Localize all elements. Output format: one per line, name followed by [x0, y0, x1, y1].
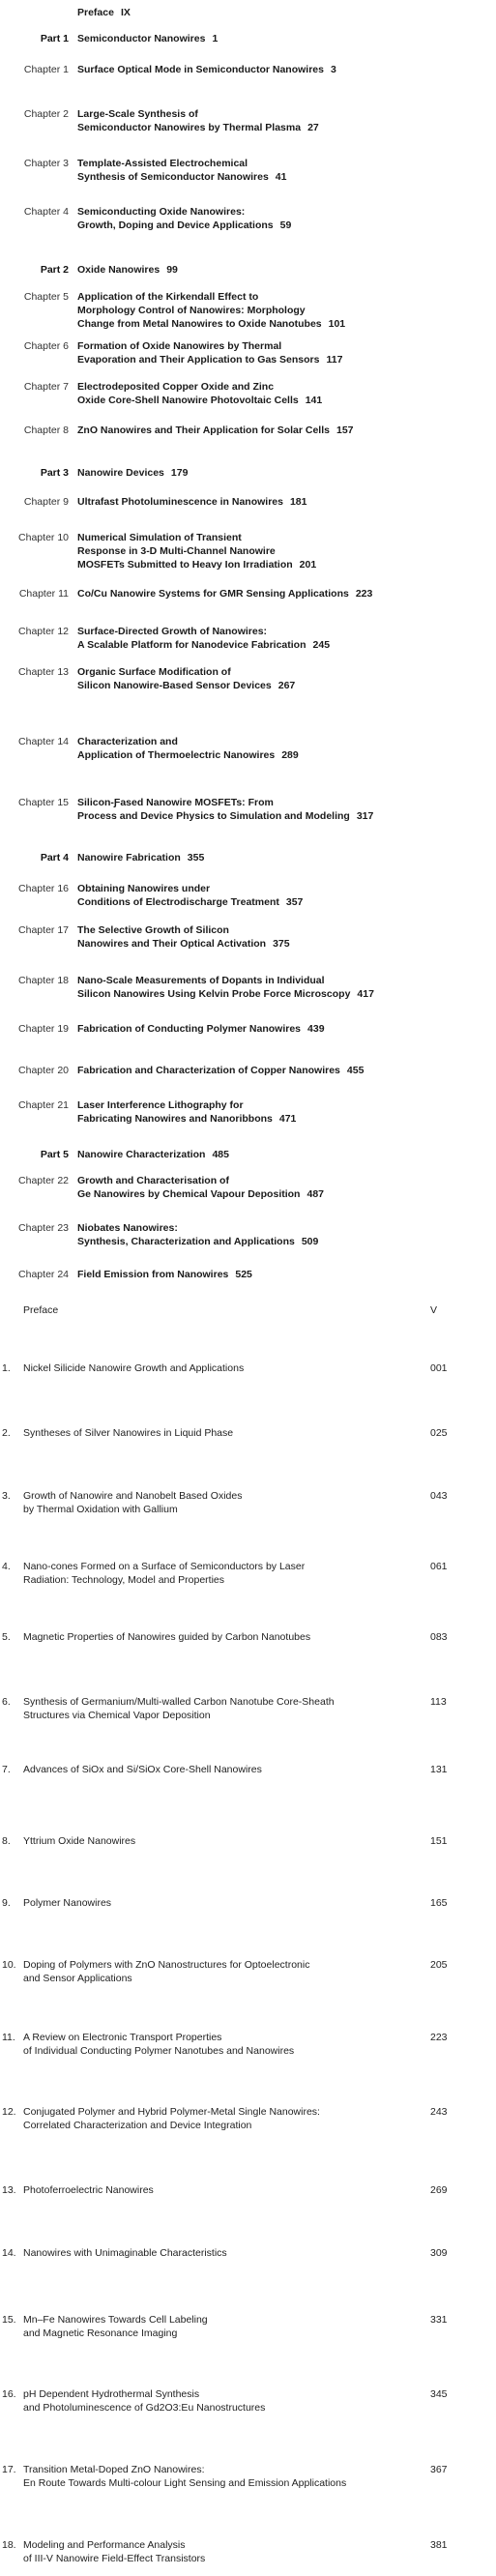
entry-page-number: 223: [430, 2032, 448, 2043]
entry-page-number: 455: [346, 1065, 365, 1076]
entry-title: Semiconductor Nanowires: [77, 33, 206, 44]
entry-title: Template-Assisted Electrochemical Synthesis of Semiconductor Nanowires: [77, 158, 269, 183]
entry-title: Obtaining Nanowires under Conditions of Electrodischarge Treatment: [77, 883, 279, 908]
chapter-label: Chapter 10: [18, 532, 69, 543]
entry-title: Nano-cones Formed on a Surface of Semiconductors by Laser Radiation: Technology, Model and Properties: [23, 1561, 306, 1586]
entry-title: Transition Metal-Doped ZnO Nanowires: En Route Towards Multi-colour Light Sensing and Emission Applications: [23, 2464, 347, 2489]
entry-page-number: 355: [187, 852, 205, 864]
entry-title: Fabrication of Conducting Polymer Nanowires: [77, 1023, 302, 1035]
entry-title: Niobates Nanowires: Synthesis, Characterization and Applications: [77, 1222, 295, 1247]
chapter-label: Chapter 8: [23, 424, 69, 436]
chapter-label: Chapter 13: [18, 666, 69, 678]
entry-title-block: [77, 380, 493, 407]
chapter-label: Chapter 4: [23, 206, 69, 218]
entry-title: Large-Scale Synthesis of Semiconductor Nanowires by Thermal Plasma: [77, 108, 302, 133]
entry-title-block: [77, 1174, 493, 1201]
part-label: Part 1: [40, 33, 69, 44]
entry-title-block: [77, 205, 493, 232]
chapter-number: 6.: [2, 1696, 11, 1708]
entry-title: Numerical Simulation of Transient Response in 3-D Multi-Channel Nanowire MOSFETs Submitted to Heavy Ion Irradiation: [77, 532, 293, 571]
entry-page-number: 381: [430, 2539, 448, 2551]
entry-title: Oxide Nanowires: [77, 264, 160, 276]
entry-title-block: [77, 974, 493, 1001]
entry-title-block: [77, 625, 493, 652]
entry-title: Growth and Characterisation of Ge Nanowires by Chemical Vapour Deposition: [77, 1175, 301, 1200]
entry-title: Conjugated Polymer and Hybrid Polymer-Metal Single Nanowires: Correlated Characterization and Device Integration: [23, 2106, 320, 2131]
entry-title: pH Dependent Hydrothermal Synthesis and Photoluminescence of Gd2O3:Eu Nanostructures: [23, 2388, 266, 2414]
entry-page-number: 205: [430, 1959, 448, 1971]
entry-title: Formation of Oxide Nanowires by Thermal Evaporation and Their Application to Gas Sensors: [77, 340, 320, 366]
chapter-label: Chapter 7: [23, 381, 69, 393]
chapter-number: 11.: [2, 2032, 15, 2043]
entry-page-number: 439: [307, 1023, 325, 1035]
entry-title-block: [77, 1098, 493, 1126]
toc-book-2: [0, 1301, 496, 2576]
entry-title: Yttrium Oxide Nanowires: [23, 1835, 136, 1847]
entry-page-number: 309: [430, 2247, 448, 2259]
entry-title-block: [77, 1268, 493, 1281]
entry-title: Nanowires with Unimaginable Characteristics: [23, 2247, 227, 2259]
entry-title: A Review on Electronic Transport Properties of Individual Conducting Polymer Nanotubes and Nanowires: [23, 2032, 295, 2057]
entry-title: Nickel Silicide Nanowire Growth and Applications: [23, 1362, 245, 1374]
entry-page-number: 375: [273, 938, 290, 950]
part-label: Part 2: [40, 264, 69, 276]
chapter-label: Chapter 19: [18, 1023, 69, 1035]
entry-page-number: 025: [430, 1427, 448, 1439]
chapter-number: 2.: [2, 1427, 11, 1439]
entry-title: Nano-Scale Measurements of Dopants in Individual Silicon Nanowires Using Kelvin Probe Force Microscopy: [77, 975, 351, 1000]
entry-title: Nanowire Fabrication: [77, 852, 181, 864]
entry-title: Co/Cu Nanowire Systems for GMR Sensing Applications: [77, 588, 349, 600]
entry-page-number: 083: [430, 1631, 448, 1643]
entry-title-block: [77, 32, 493, 45]
toc1-preface-label: Preface: [77, 7, 114, 18]
entry-title-block: [77, 339, 493, 366]
entry-page-number: 41: [275, 171, 287, 183]
entry-title: Surface-Directed Growth of Nanowires: A Scalable Platform for Nanodevice Fabrication: [77, 626, 306, 651]
entry-title: Fabrication and Characterization of Copper Nanowires: [77, 1065, 340, 1076]
entry-page-number: 3: [330, 64, 336, 75]
chapter-label: Chapter 5: [23, 291, 69, 303]
entry-title-block: [77, 63, 493, 76]
chapter-label: Chapter 3: [23, 158, 69, 169]
entry-page-number: 487: [306, 1188, 325, 1200]
chapter-number: 3.: [2, 1490, 11, 1502]
entry-title-block: [77, 1064, 493, 1077]
entry-title: Semiconducting Oxide Nanowires: Growth, Doping and Device Applications: [77, 206, 274, 231]
entry-page-number: 331: [430, 2314, 448, 2326]
entry-page-number: 59: [279, 220, 292, 231]
entry-title: Organic Surface Modification of Silicon Nanowire-Based Sensor Devices: [77, 666, 272, 691]
chapter-number: 12.: [2, 2106, 16, 2118]
entry-page-number: 367: [430, 2464, 448, 2475]
toc2-preface-page: V: [430, 1304, 438, 1316]
chapter-number: 1.: [2, 1362, 11, 1374]
entry-page-number: 223: [355, 588, 373, 600]
entry-title-block: [77, 290, 493, 331]
entry-title: Doping of Polymers with ZnO Nanostructures for Optoelectronic and Sensor Applications: [23, 1959, 310, 1984]
entry-page-number: 113: [430, 1696, 447, 1708]
chapter-label: Chapter 15: [18, 797, 69, 808]
entry-title: Characterization and Application of Thermoelectric Nanowires: [77, 736, 276, 761]
entry-title-block: [77, 587, 493, 600]
entry-page-number: 357: [285, 896, 304, 908]
entry-page-number: 117: [326, 354, 343, 366]
entry-title-block: [77, 157, 493, 184]
entry-page-number: 131: [430, 1764, 448, 1775]
entry-page-number: 001: [430, 1362, 448, 1374]
entry-page-number: 151: [430, 1835, 448, 1847]
chapter-label: Chapter 22: [18, 1175, 69, 1186]
entry-title-block: [77, 882, 493, 909]
part-label: Part 3: [40, 467, 69, 479]
entry-page-number: 245: [312, 639, 331, 651]
chapter-number: 9.: [2, 1897, 11, 1909]
chapter-number: 7.: [2, 1764, 11, 1775]
entry-page-number: 485: [212, 1149, 229, 1160]
toc1-preface-title: [77, 6, 493, 19]
entry-page-number: 181: [289, 496, 307, 508]
chapter-number: 5.: [2, 1631, 11, 1643]
chapter-label: Chapter 20: [18, 1065, 69, 1076]
entry-title-block: [77, 923, 493, 951]
entry-page-number: 99: [166, 264, 178, 276]
entry-title: Nanowire Devices: [77, 467, 164, 479]
entry-page-number: 345: [430, 2388, 448, 2400]
entry-title: Application of the Kirkendall Effect to Morphology Control of Nanowires: Morphology Change from Metal Nanowires to Oxide Nanotubes: [77, 291, 322, 330]
entry-title-block: [77, 107, 493, 134]
part-label: Part 5: [40, 1149, 69, 1160]
entry-page-number: 101: [328, 318, 346, 330]
entry-page-number: 043: [430, 1490, 448, 1502]
chapter-label: Chapter 12: [18, 626, 69, 637]
entry-title: Growth of Nanowire and Nanobelt Based Oxides by Thermal Oxidation with Gallium: [23, 1490, 243, 1515]
chapter-number: 18.: [2, 2539, 16, 2551]
chapter-label: Chapter 11: [18, 588, 69, 600]
entry-title: Photoferroelectric Nanowires: [23, 2184, 154, 2196]
chapter-label: Chapter 21: [18, 1099, 69, 1111]
entry-page-number: 179: [170, 467, 189, 479]
entry-page-number: 525: [235, 1269, 252, 1280]
entry-title-block: [77, 735, 493, 762]
entry-page-number: 317: [356, 810, 374, 822]
chapter-label: Chapter 24: [18, 1269, 69, 1280]
chapter-label: Chapter 6: [23, 340, 69, 352]
chapter-number: 8.: [2, 1835, 11, 1847]
chapter-label: Chapter 17: [18, 924, 69, 936]
entry-title: Syntheses of Silver Nanowires in Liquid Phase: [23, 1427, 234, 1439]
entry-title: ZnO Nanowires and Their Application for Solar Cells: [77, 424, 330, 436]
toc1-preface-page: IX: [120, 7, 131, 18]
entry-title-block: [77, 1022, 493, 1036]
chapter-number: 16.: [2, 2388, 16, 2400]
entry-page-number: 165: [430, 1897, 448, 1909]
entry-page-number: 471: [278, 1113, 297, 1125]
entry-page-number: 157: [336, 424, 354, 436]
entry-title: Laser Interference Lithography for Fabricating Nanowires and Nanoribbons: [77, 1099, 273, 1125]
entry-title-block: [77, 424, 493, 437]
chapter-label: Chapter 16: [18, 883, 69, 894]
entry-title: Magnetic Properties of Nanowires guided by Carbon Nanotubes: [23, 1631, 311, 1643]
chapter-label: Chapter 18: [18, 975, 69, 986]
entry-title: Ultrafast Photoluminescence in Nanowires: [77, 496, 283, 508]
chapter-number: 15.: [2, 2314, 16, 2326]
entry-title: Nanowire Characterization: [77, 1149, 206, 1160]
entry-title: Modeling and Performance Analysis of III-V Nanowire Field-Effect Transistors: [23, 2539, 206, 2564]
entry-title-block: [77, 851, 493, 864]
chapter-number: 10.: [2, 1959, 16, 1971]
chapter-label: Chapter 2: [23, 108, 69, 120]
entry-title-block: [77, 495, 493, 509]
entry-page-number: 289: [281, 749, 299, 761]
entry-page-number: 269: [430, 2184, 448, 2196]
entry-page-number: 243: [430, 2106, 448, 2118]
chapter-label: Chapter 14: [18, 736, 69, 747]
entry-title: Silicon-Ƒased Nanowire MOSFETs: From Process and Device Physics to Simulation and Modeling: [77, 797, 350, 822]
chapter-label: Chapter 23: [18, 1222, 69, 1234]
entry-title: Surface Optical Mode in Semiconductor Nanowires: [77, 64, 324, 75]
chapter-number: 14.: [2, 2247, 16, 2259]
entry-title: Mn–Fe Nanowires Towards Cell Labeling and Magnetic Resonance Imaging: [23, 2314, 208, 2339]
part-label: Part 4: [40, 852, 69, 864]
chapter-number: 4.: [2, 1561, 11, 1572]
entry-title-block: [77, 263, 493, 277]
chapter-label: Chapter 1: [23, 64, 69, 75]
entry-title: Synthesis of Germanium/Multi-walled Carbon Nanotube Core-Sheath Structures via Chemical Vapor Deposition: [23, 1696, 335, 1721]
entry-page-number: 509: [301, 1236, 319, 1247]
entry-page-number: 061: [430, 1561, 448, 1572]
entry-title: Field Emission from Nanowires: [77, 1269, 229, 1280]
entry-page-number: 27: [307, 122, 319, 133]
entry-page-number: 417: [357, 988, 374, 1000]
entry-title-block: [77, 531, 493, 571]
entry-title: Advances of SiOx and Si/SiOx Core-Shell Nanowires: [23, 1764, 262, 1775]
chapter-number: 17.: [2, 2464, 16, 2475]
entry-title-block: [77, 665, 493, 692]
entry-title-block: [77, 1148, 493, 1161]
entry-title: Polymer Nanowires: [23, 1897, 112, 1909]
entry-page-number: 267: [277, 680, 296, 691]
entry-title: Electrodeposited Copper Oxide and Zinc Oxide Core-Shell Nanowire Photovoltaic Cells: [77, 381, 299, 406]
entry-title-block: [77, 466, 493, 480]
entry-title: The Selective Growth of Silicon Nanowires and Their Optical Activation: [77, 924, 267, 950]
toc2-preface-label: Preface: [23, 1304, 59, 1316]
entry-title-block: [77, 796, 493, 823]
chapter-number: 13.: [2, 2184, 16, 2196]
chapter-label: Chapter 9: [23, 496, 69, 508]
entry-page-number: 1: [212, 33, 219, 44]
entry-page-number: 201: [299, 559, 317, 571]
entry-page-number: 141: [305, 395, 323, 406]
entry-title-block: [77, 1221, 493, 1248]
